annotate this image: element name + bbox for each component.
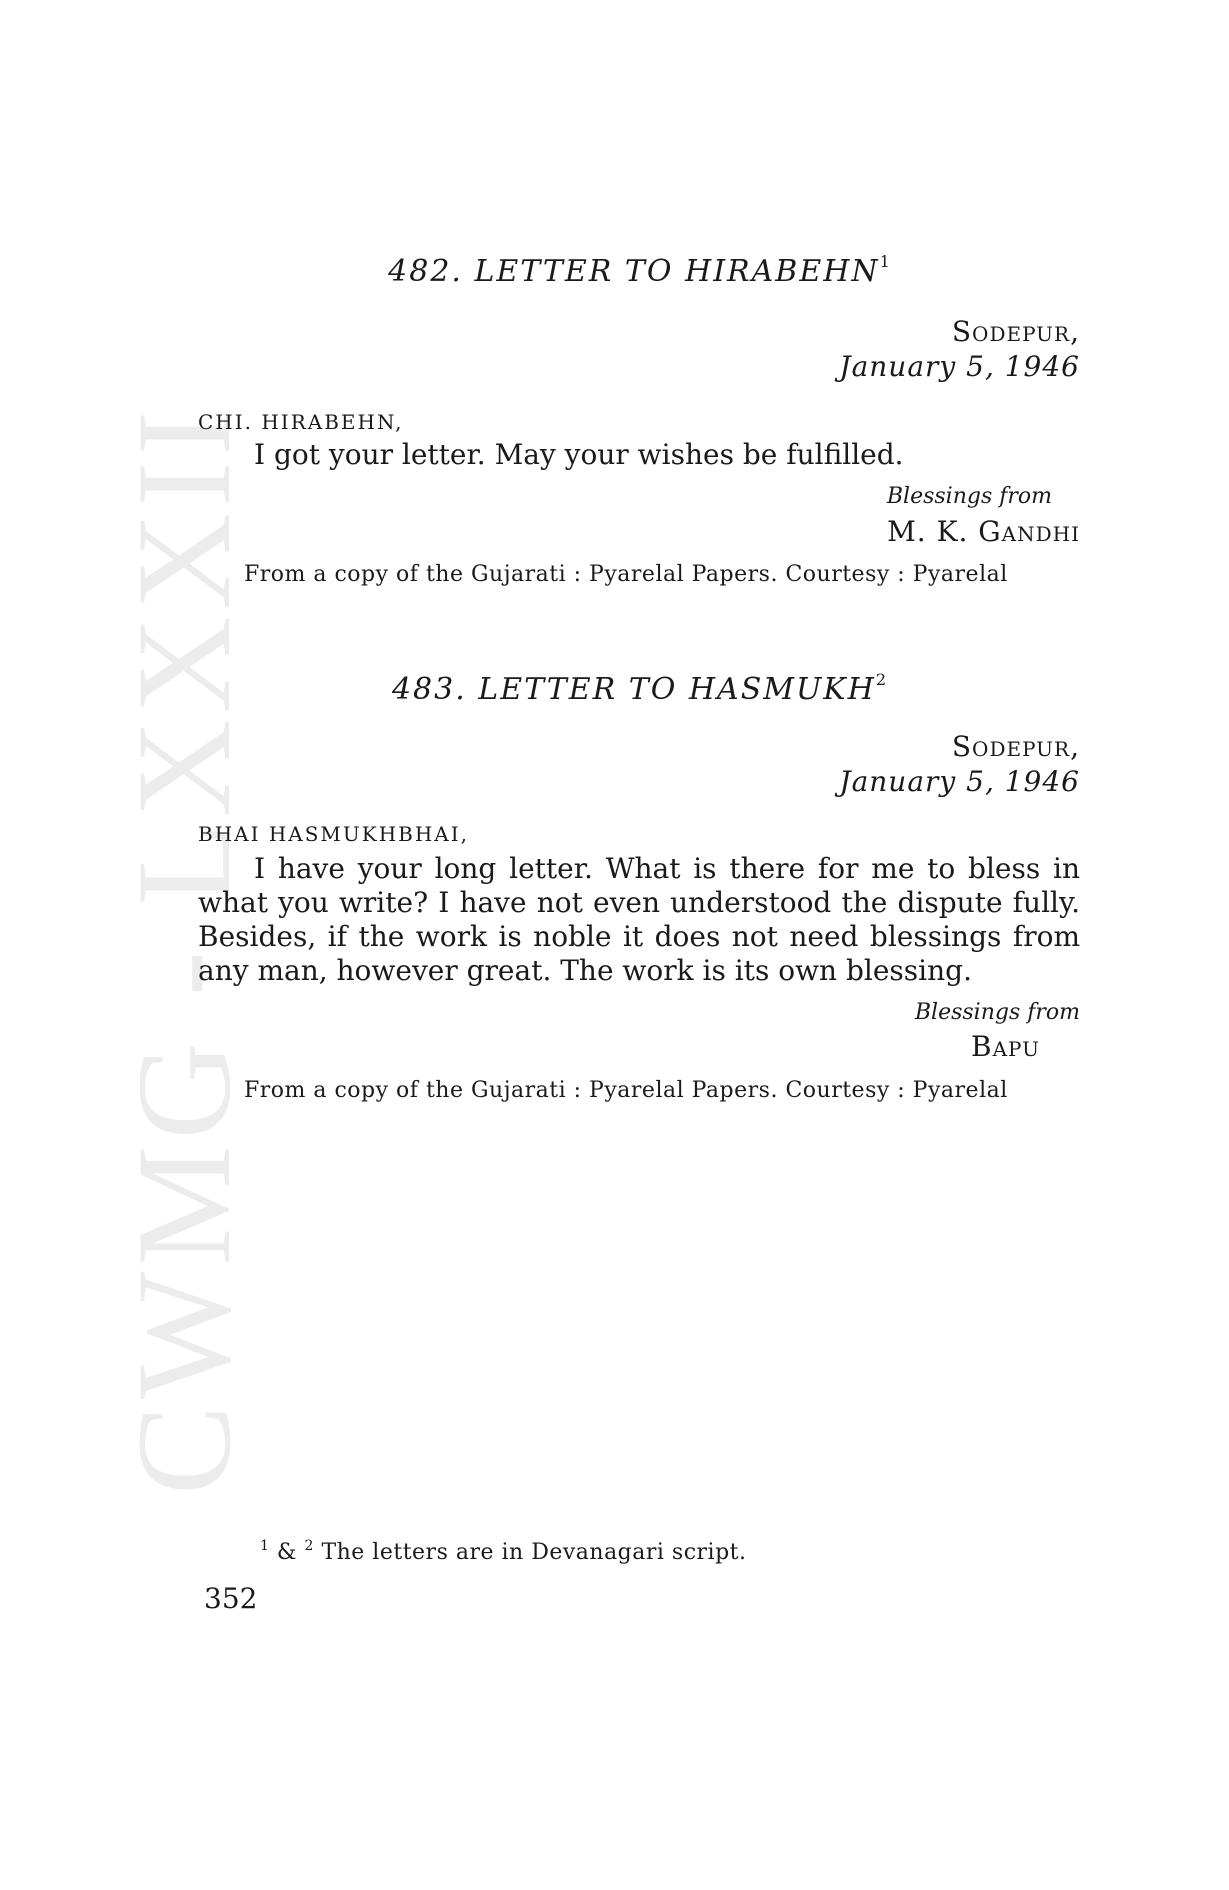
letter-body: I got your letter. May your wishes be fulfilled.: [254, 438, 904, 471]
letter-heading-482: [198, 252, 1080, 289]
letter-signature: M. K. Gandhi: [887, 515, 1080, 548]
letter-salutation: BHAI HASMUKHBHAI,: [198, 822, 469, 846]
footnote-ref: 1: [260, 1538, 270, 1554]
letter-body: I have your long letter. What is there for me to bless in what you write? I have not even understood the dispute fully. Besides, if the work is noble it does not need blessings from any man, however great. The work is its own blessing.: [198, 852, 1080, 987]
footnote-marker: 2: [875, 670, 887, 689]
letter-heading-483: [198, 670, 1080, 707]
letter-place: Sodepur,: [951, 730, 1080, 763]
letter-title: 483. LETTER TO HASMUKH: [391, 672, 876, 707]
footnote-marker: 1: [879, 252, 890, 271]
letter-signature: Bapu: [971, 1030, 1040, 1063]
letter-closing: Blessings from: [886, 484, 1052, 509]
letter-source: From a copy of the Gujarati : Pyarelal Papers. Courtesy : Pyarelal: [244, 1078, 1008, 1103]
footnote: [260, 1538, 747, 1565]
letter-place: Sodepur,: [951, 315, 1080, 348]
document-page: [198, 0, 1080, 1890]
page-number: 352: [204, 1582, 258, 1615]
letter-source: From a copy of the Gujarati : Pyarelal Papers. Courtesy : Pyarelal: [244, 562, 1008, 587]
letter-title: 482. LETTER TO HIRABEHN: [388, 254, 880, 289]
cwmg-watermark: CWMG - LXXXII: [110, 404, 259, 1496]
letter-date: January 5, 1946: [839, 350, 1080, 383]
footnote-amp: &: [276, 1540, 298, 1565]
footnote-text: The letters are in Devanagari script.: [321, 1540, 747, 1565]
letter-date: January 5, 1946: [839, 765, 1080, 798]
letter-salutation: CHI. HIRABEHN,: [198, 410, 404, 434]
footnote-ref: 2: [304, 1538, 314, 1554]
letter-closing: Blessings from: [914, 1000, 1080, 1025]
